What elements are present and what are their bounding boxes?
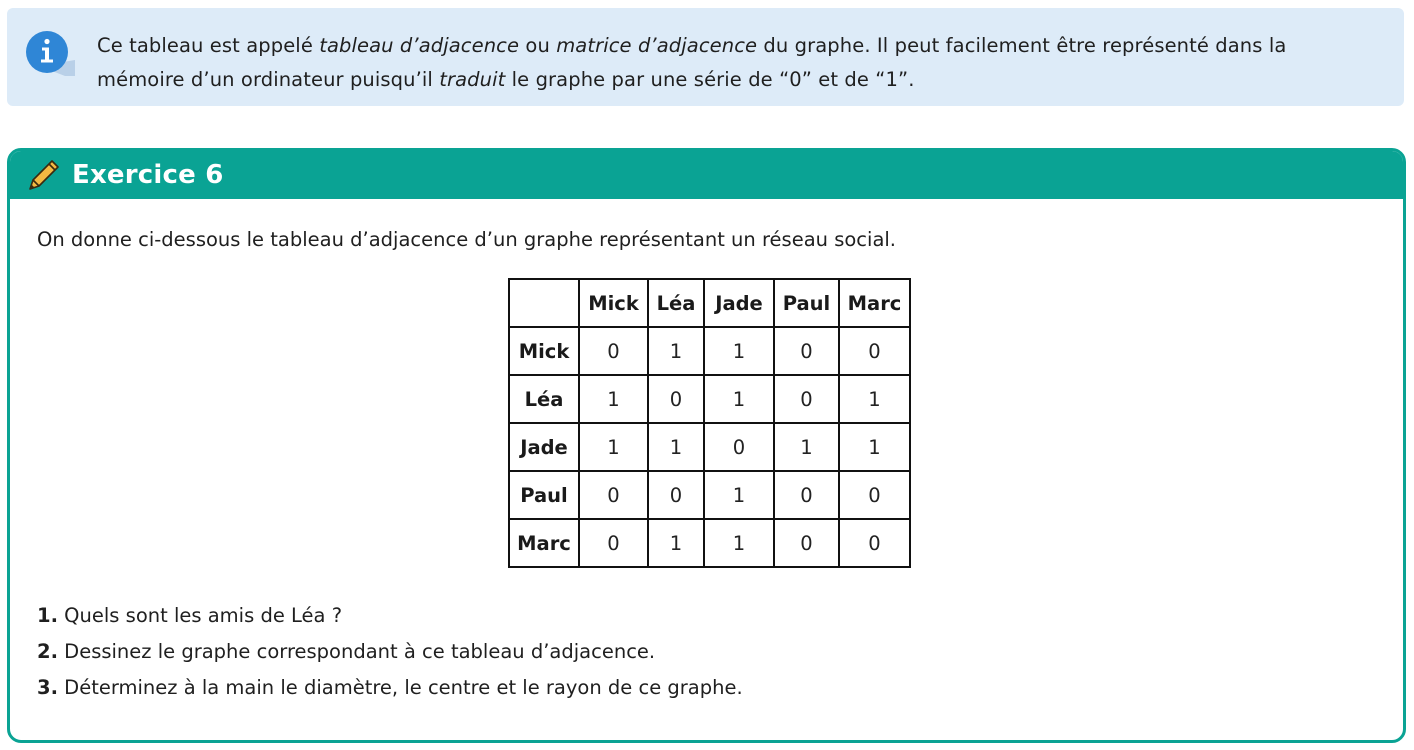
table-cell: 1 (648, 519, 704, 567)
adjacency-table (508, 278, 911, 568)
table-cell: 0 (579, 327, 648, 375)
question-text: Déterminez à la main le diamètre, le centre et le rayon de ce graphe. (57, 676, 743, 699)
table-cell: 0 (579, 519, 648, 567)
column-header: Jade (704, 279, 774, 327)
pencil-icon (26, 157, 62, 193)
table-header-row (509, 279, 910, 327)
table-cell: 0 (579, 471, 648, 519)
table-cell: 0 (648, 375, 704, 423)
table-cell: 0 (774, 327, 839, 375)
row-header: Jade (509, 423, 579, 471)
table-row (509, 519, 910, 567)
question-item (37, 601, 743, 637)
table-cell: 1 (704, 519, 774, 567)
table-cell: 0 (839, 471, 910, 519)
exercise-title: Exercice 6 (72, 160, 224, 190)
table-cell: 1 (704, 327, 774, 375)
table-cell: 1 (579, 423, 648, 471)
table-cell: 0 (648, 471, 704, 519)
row-header: Paul (509, 471, 579, 519)
table-cell: 1 (704, 471, 774, 519)
info-icon (25, 30, 75, 76)
table-cell: 1 (839, 423, 910, 471)
table-cell: 1 (774, 423, 839, 471)
table-cell: 1 (579, 375, 648, 423)
question-item (37, 637, 743, 673)
table-cell: 1 (648, 327, 704, 375)
table-cell: 0 (704, 423, 774, 471)
info-text: Ce tableau est appelé tableau d’adjacence ou matrice d’adjacence du graphe. Il peut facilement être représenté dans la mémoire d’un ordinateur puisqu’il traduit le graphe par une série de “0” et de “1”. (97, 34, 1287, 91)
column-header: Léa (648, 279, 704, 327)
table-corner-cell (509, 279, 579, 327)
table-cell: 0 (839, 519, 910, 567)
table-row (509, 327, 910, 375)
table-cell: 0 (774, 471, 839, 519)
question-text: Dessinez le graphe correspondant à ce tableau d’adjacence. (57, 640, 656, 663)
row-header: Léa (509, 375, 579, 423)
table-cell: 1 (839, 375, 910, 423)
question-list (37, 601, 743, 709)
exercise-header (10, 151, 1403, 199)
table-row (509, 375, 910, 423)
row-header: Marc (509, 519, 579, 567)
table-cell: 0 (774, 519, 839, 567)
column-header: Mick (579, 279, 648, 327)
table-cell: 0 (839, 327, 910, 375)
question-item (37, 673, 743, 709)
column-header: Paul (774, 279, 839, 327)
exercise-card (7, 148, 1406, 743)
question-number: 2. (37, 640, 58, 663)
table-row (509, 471, 910, 519)
table-row (509, 423, 910, 471)
question-number: 1. (37, 604, 58, 627)
table-cell: 1 (704, 375, 774, 423)
row-header: Mick (509, 327, 579, 375)
question-text: Quels sont les amis de Léa ? (57, 604, 343, 627)
info-callout (7, 8, 1404, 106)
exercise-intro: On donne ci-dessous le tableau d’adjacence d’un graphe représentant un réseau social. (37, 228, 897, 251)
table-cell: 0 (774, 375, 839, 423)
table-cell: 1 (648, 423, 704, 471)
column-header: Marc (839, 279, 910, 327)
question-number: 3. (37, 676, 58, 699)
